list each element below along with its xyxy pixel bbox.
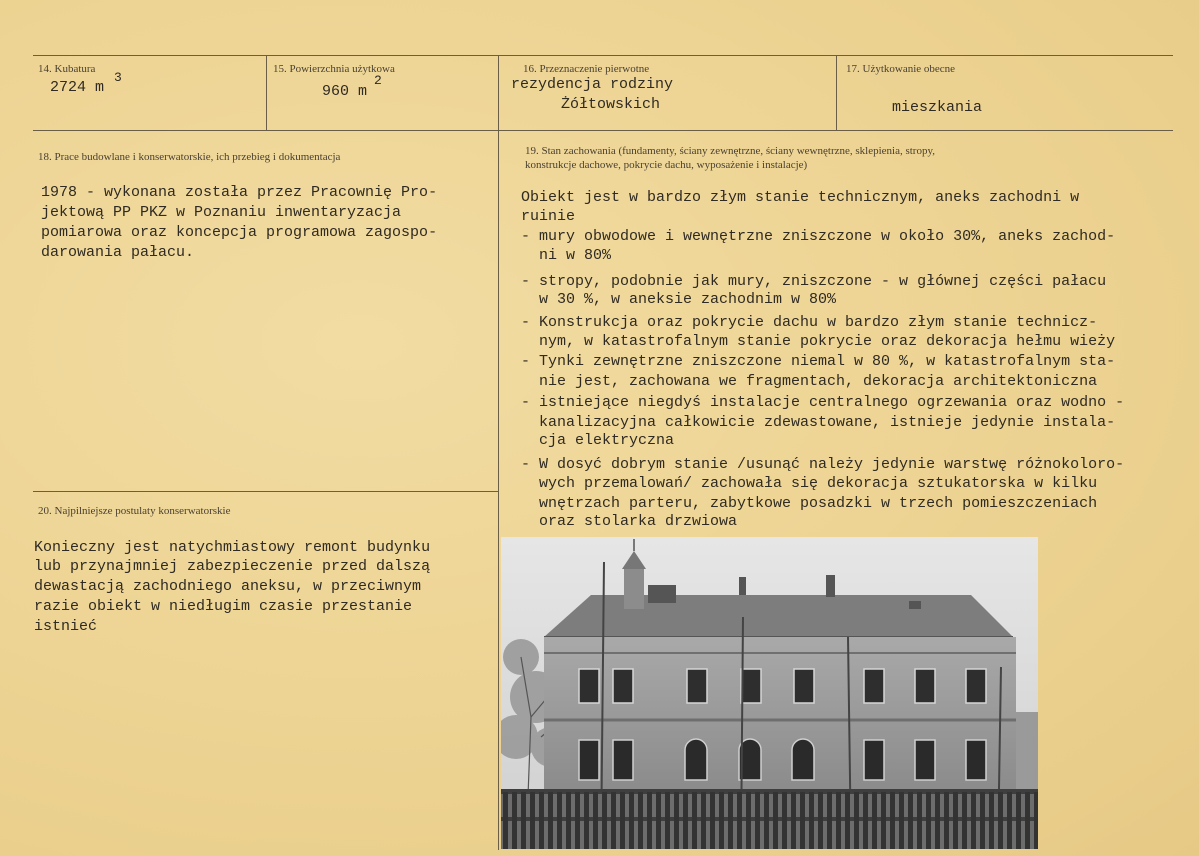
field-18-line-3: pomiarowa oraz koncepcja programowa zagospo- [41, 224, 438, 241]
field-14-unit-exponent: 3 [114, 70, 122, 85]
fence-picket [719, 792, 724, 849]
fence-picket [800, 792, 805, 849]
fence-picket [854, 792, 859, 849]
fence-picket [971, 792, 976, 849]
field-20-line-4: razie obiekt w niedługim czasie przestanie [34, 598, 413, 615]
fence-picket [728, 792, 733, 849]
fence-picket [944, 792, 949, 849]
field-20-line-2: lub przynajmniej zabezpieczenie przed dalszą [34, 558, 431, 575]
fence-picket [539, 792, 544, 849]
fence-picket [764, 792, 769, 849]
field-19-line-3: - mury obwodowe i wewnętrzne zniszczone w około 30%, aneks zachod- [521, 228, 1116, 245]
field-19-line-9: - Tynki zewnętrzne zniszczone niemal w 80 %, w katastrofalnym sta- [521, 353, 1116, 370]
fence-picket [1034, 792, 1038, 849]
fence-picket [629, 792, 634, 849]
fence-picket [926, 792, 931, 849]
fence-picket [530, 792, 535, 849]
fence-picket [737, 792, 742, 849]
fence-picket [935, 792, 940, 849]
field-18-line-4: darowania pałacu. [41, 244, 195, 261]
fence-picket [665, 792, 670, 849]
field-19-line-14: - W dosyć dobrym stanie /usunąć należy jedynie warstwę różnokoloro- [521, 456, 1125, 473]
field-17-label: 17. Użytkowanie obecne [846, 63, 956, 75]
fence-picket [809, 792, 814, 849]
field-16-line-1: rezydencja rodziny [511, 76, 674, 93]
fence-picket [710, 792, 715, 849]
field-18-label: 18. Prace budowlane i konserwatorskie, ich przebieg i dokumentacja [38, 151, 341, 163]
fence-picket [683, 792, 688, 849]
fence-picket [890, 792, 895, 849]
field-16-label: 16. Przeznaczenie pierwotne [523, 63, 650, 75]
fence-picket [989, 792, 994, 849]
fence-picket [656, 792, 661, 849]
field-18-line-1: 1978 - wykonana została przez Pracownię Pro- [41, 184, 438, 201]
fence-picket [1016, 792, 1021, 849]
field-18-line-2: jektową PP PKZ w Poznaniu inwentaryzacja [41, 204, 402, 221]
fence-picket [953, 792, 958, 849]
fence-picket [899, 792, 904, 849]
rule-top [33, 55, 1173, 56]
fence-picket [575, 792, 580, 849]
fence-picket [557, 792, 562, 849]
field-19-line-1: Obiekt jest w bardzo złym stanie technicznym, aneks zachodni w [521, 189, 1080, 206]
rule-v2 [498, 55, 499, 850]
fence-picket [827, 792, 832, 849]
field-19-line-2: ruinie [521, 208, 576, 225]
field-19-label-line-1: 19. Stan zachowania (fundamenty, ściany zewnętrzne, ściany wewnętrzne, sklepienia, stropy, [525, 145, 936, 157]
fence-picket [1025, 792, 1030, 849]
fence-picket [818, 792, 823, 849]
field-14-value: 2724 m [50, 79, 105, 96]
rule-v1 [266, 55, 267, 130]
fence-picket [692, 792, 697, 849]
fence-picket [503, 792, 508, 849]
field-17-value: mieszkania [892, 99, 983, 116]
fence-picket [566, 792, 571, 849]
fence-picket [584, 792, 589, 849]
field-20-line-3: dewastacją zachodniego aneksu, w przeciwnym [34, 578, 422, 595]
field-19-line-8: nym, w katastrofalnym stanie pokrycie oraz dekoracja hełmu wieży [521, 333, 1116, 350]
fence-picket [962, 792, 967, 849]
fence-picket [872, 792, 877, 849]
fence-picket [998, 792, 1003, 849]
fence-picket [917, 792, 922, 849]
fence-picket [620, 792, 625, 849]
fence-picket [980, 792, 985, 849]
fence-picket [782, 792, 787, 849]
field-19-line-13: cja elektryczna [521, 432, 675, 449]
field-19-line-4: ni w 80% [521, 247, 612, 264]
fence-picket [863, 792, 868, 849]
field-19-line-16: wnętrzach parteru, zabytkowe posadzki w trzech pomieszczeniach [521, 495, 1098, 512]
fence-picket [602, 792, 607, 849]
fence-picket [521, 792, 526, 849]
fence-picket [836, 792, 841, 849]
fence-picket [791, 792, 796, 849]
fence-picket [593, 792, 598, 849]
field-19-line-17: oraz stolarka drzwiowa [521, 513, 738, 530]
field-15-value: 960 m [322, 83, 368, 100]
building-photograph [501, 537, 1038, 849]
field-19-line-10: nie jest, zachowana we fragmentach, dekoracja architektoniczna [521, 373, 1098, 390]
field-19-line-6: w 30 %, w aneksie zachodnim w 80% [521, 291, 837, 308]
fence-picket [845, 792, 850, 849]
rule-row1 [33, 130, 1173, 131]
fence-picket [548, 792, 553, 849]
field-19-line-15: wych przemalowań/ zachowała się dekoracja sztukatorska w kilku [521, 475, 1098, 492]
fence-picket [1007, 792, 1012, 849]
fence-picket [674, 792, 679, 849]
field-16-line-2: Żółtowskich [561, 96, 661, 113]
field-19-label-line-2: konstrukcje dachowe, pokrycie dachu, wyposażenie i instalacje) [525, 159, 808, 171]
fence-picket [773, 792, 778, 849]
fence-picket [746, 792, 751, 849]
fence-picket [908, 792, 913, 849]
field-19-line-12: kanalizacyjna całkowicie zdewastowane, istnieje jedynie instala- [521, 414, 1116, 431]
fence-picket [701, 792, 706, 849]
field-20-label: 20. Najpilniejsze postulaty konserwatorskie [38, 505, 231, 517]
fence-picket [755, 792, 760, 849]
field-19-line-11: - istniejące niegdyś instalacje centralnego ogrzewania oraz wodno - [521, 394, 1125, 411]
field-19-line-5: - stropy, podobnie jak mury, zniszczone - w głównej części pałacu [521, 273, 1107, 290]
field-20-line-1: Konieczny jest natychmiastowy remont budynku [34, 539, 431, 556]
fence-picket [647, 792, 652, 849]
photograph-drawing [501, 537, 1038, 849]
field-15-unit-exponent: 2 [374, 73, 382, 88]
field-20-line-5: istnieć [34, 618, 98, 635]
fence-picket [611, 792, 616, 849]
fence-picket [638, 792, 643, 849]
field-15-label: 15. Powierzchnia użytkowa [273, 63, 395, 75]
field-19-line-7: - Konstrukcja oraz pokrycie dachu w bardzo złym stanie technicz- [521, 314, 1098, 331]
field-14-label: 14. Kubatura [38, 63, 96, 75]
fence-picket [512, 792, 517, 849]
rule-v3 [836, 55, 837, 130]
rule-f18-bottom [33, 491, 498, 492]
fence-picket [881, 792, 886, 849]
